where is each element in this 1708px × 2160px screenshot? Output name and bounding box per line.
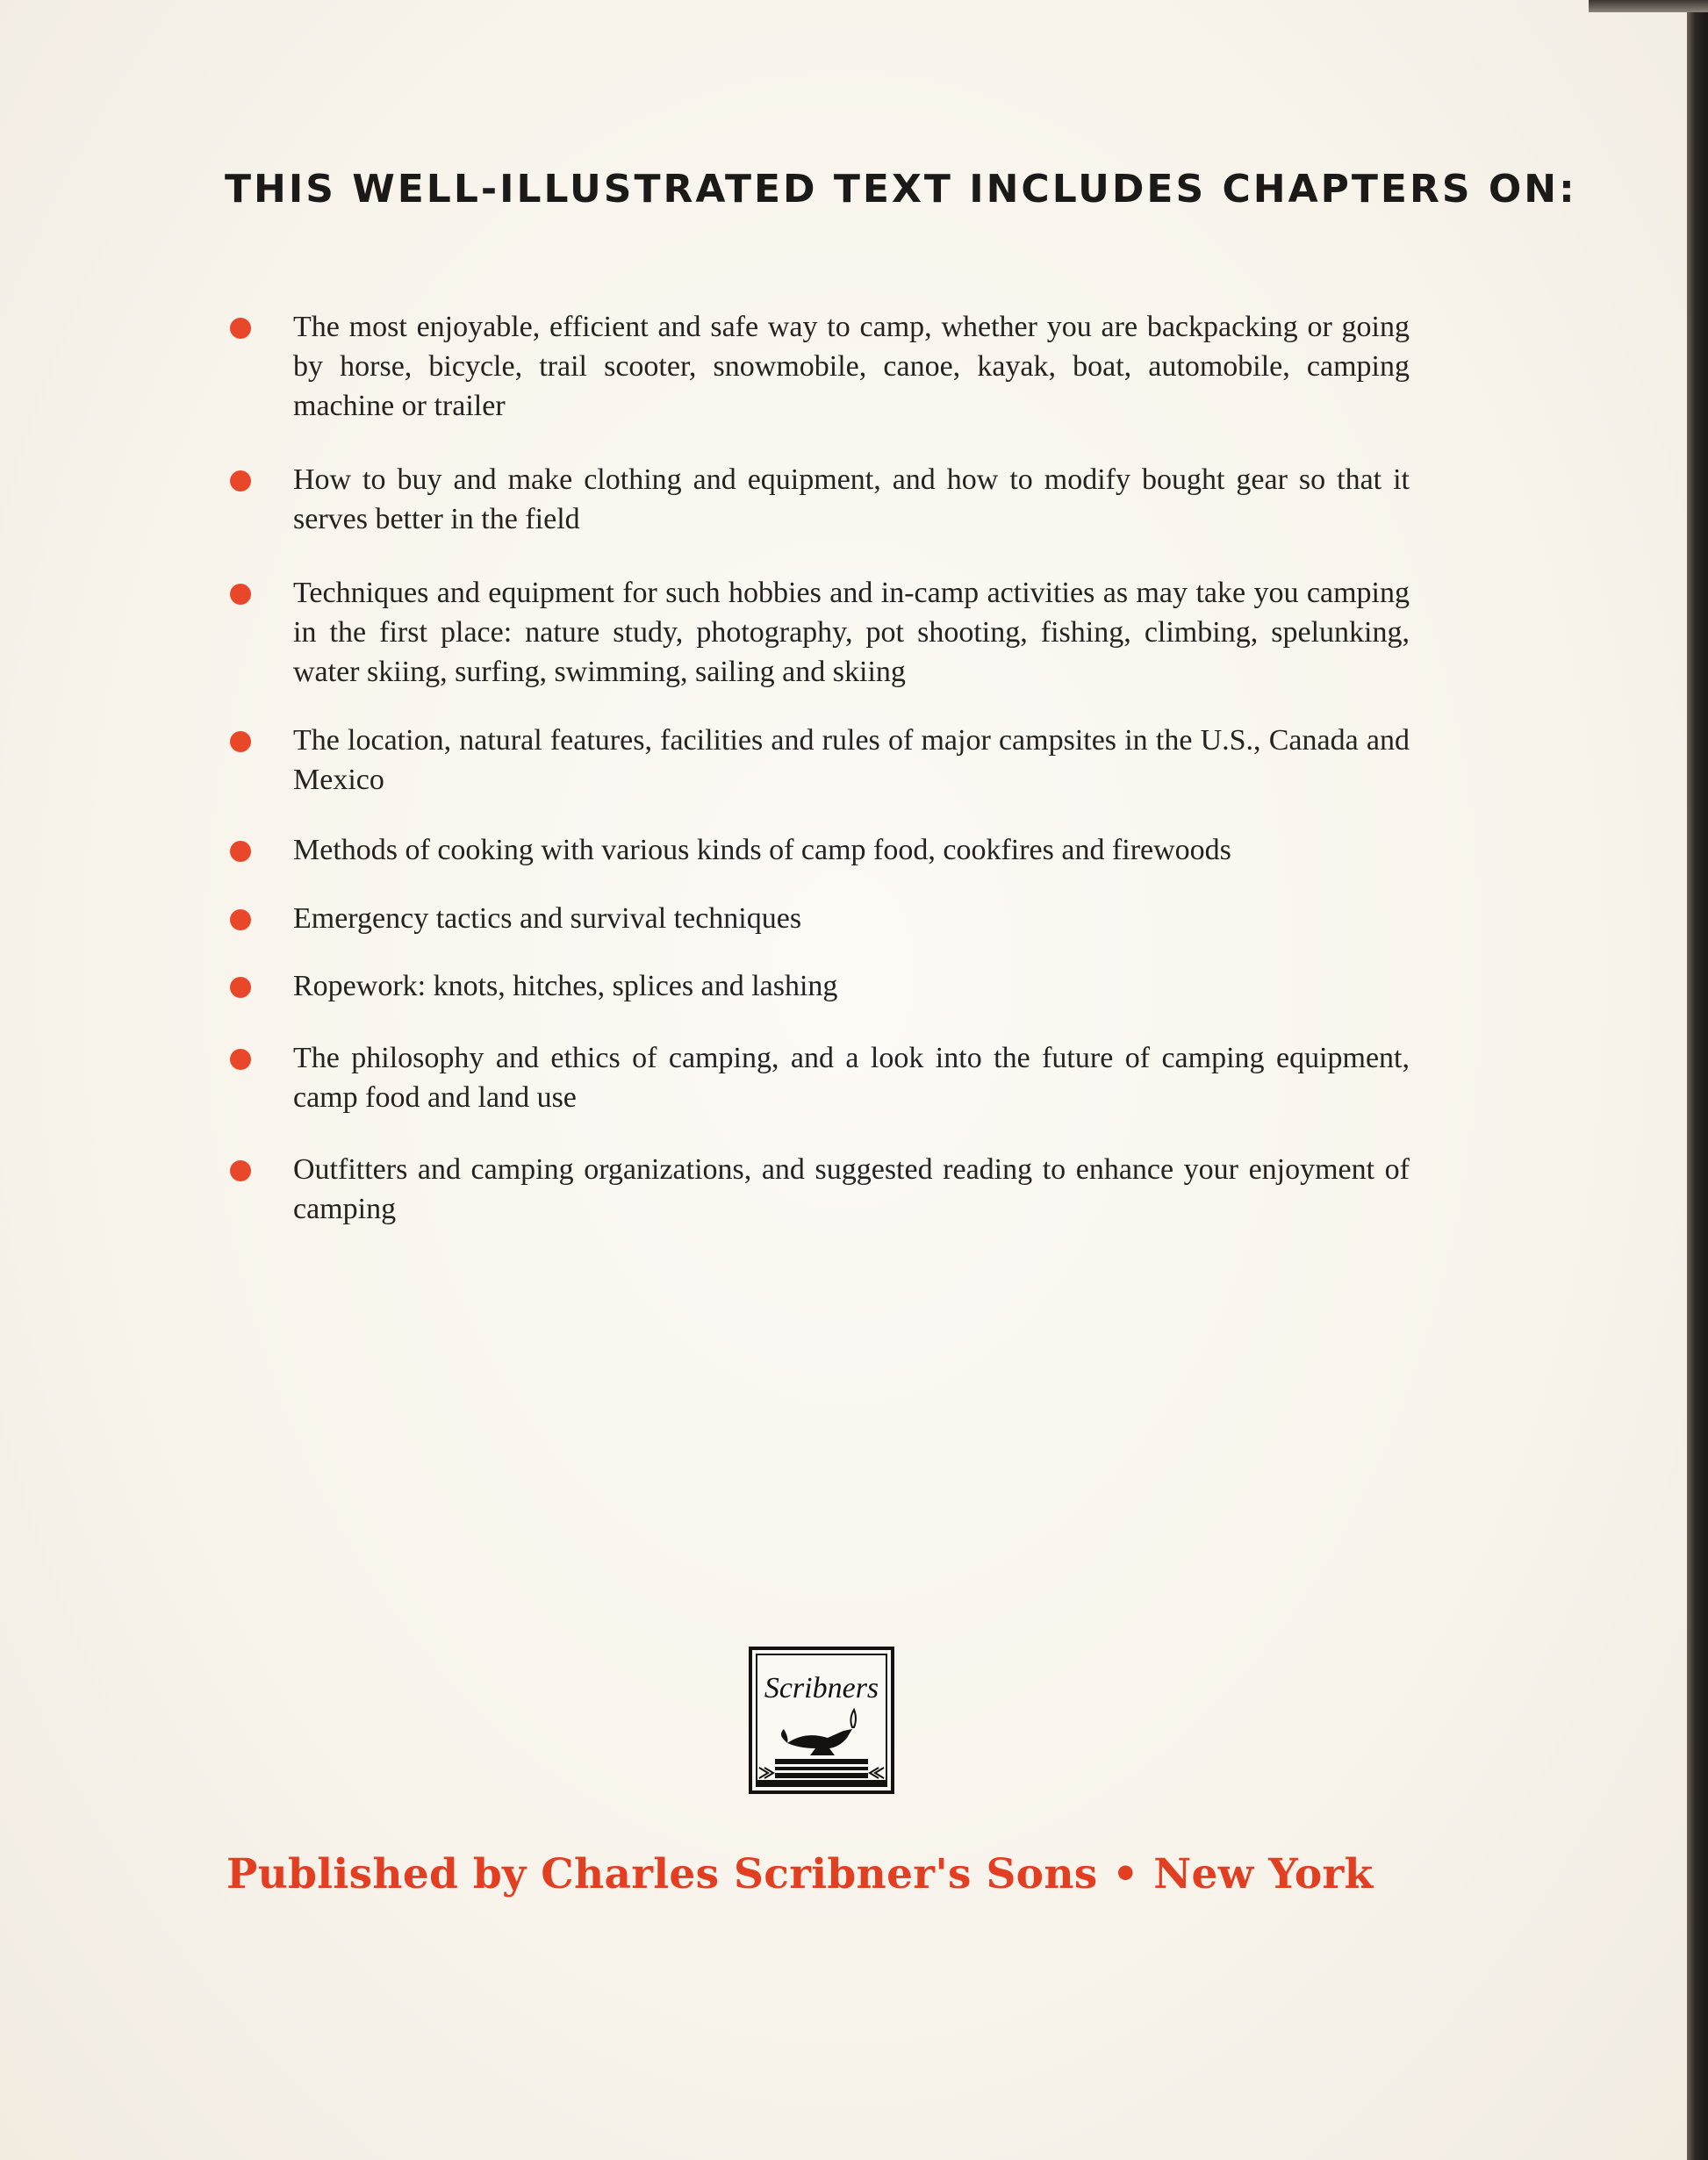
- chapter-item: [225, 899, 1410, 938]
- logo-wordmark: Scribners: [764, 1672, 879, 1704]
- chapter-text: Techniques and equipment for such hobbies and in-camp activities as may take you camping in the first place: nature study, photography, pot shooting, fishing, climbing, spelunking, water skiing, surfing, swimming, sailing and skiing: [293, 577, 1410, 688]
- chapter-text: The most enjoyable, efficient and safe way to camp, whether you are backpacking or going by horse, bicycle, trail scooter, snowmobile, canoe, kayak, boat, automobile, camping machine or trailer: [293, 311, 1410, 422]
- chapter-text: The philosophy and ethics of camping, and a look into the future of camping equipment, camp food and land use: [293, 1042, 1410, 1114]
- chapter-item: [225, 721, 1410, 800]
- cover-right-edge: [1687, 0, 1708, 2160]
- bullet-dot-icon: [230, 841, 251, 862]
- scribners-logo: [749, 1647, 894, 1794]
- scribners-lamp-icon: [749, 1647, 894, 1794]
- chapter-item: [225, 1150, 1410, 1229]
- chapter-text: Methods of cooking with various kinds of camp food, cookfires and firewoods: [293, 834, 1231, 866]
- chapter-item: [225, 966, 1410, 1006]
- bullet-dot-icon: [230, 977, 251, 998]
- bullet-dot-icon: [230, 1160, 251, 1181]
- publisher-line: Published by Charles Scribner's Sons • New York: [226, 1850, 1374, 1898]
- chapter-text: Emergency tactics and survival techniques: [293, 902, 802, 935]
- chapter-item: [225, 1038, 1410, 1117]
- chapters-heading: THIS WELL-ILLUSTRATED TEXT INCLUDES CHAPTERS ON:: [225, 167, 1577, 212]
- chapter-item: [225, 830, 1410, 870]
- chapter-item: [225, 460, 1410, 539]
- bullet-dot-icon: [230, 1049, 251, 1070]
- chapter-text: The location, natural features, facilities and rules of major campsites in the U.S., Canada and Mexico: [293, 724, 1410, 796]
- chapter-item: [225, 307, 1410, 426]
- bullet-dot-icon: [230, 584, 251, 605]
- cover-top-corner: [1589, 0, 1708, 12]
- chapter-list: [225, 307, 1410, 1229]
- chapter-item: [225, 573, 1410, 692]
- bullet-dot-icon: [230, 318, 251, 339]
- bullet-dot-icon: [230, 909, 251, 930]
- chapter-text: Outfitters and camping organizations, and suggested reading to enhance your enjoyment of camping: [293, 1153, 1410, 1225]
- chapter-text: How to buy and make clothing and equipment, and how to modify bought gear so that it serves better in the field: [293, 463, 1410, 535]
- chapter-text: Ropework: knots, hitches, splices and lashing: [293, 970, 838, 1002]
- bullet-dot-icon: [230, 470, 251, 492]
- bullet-dot-icon: [230, 731, 251, 752]
